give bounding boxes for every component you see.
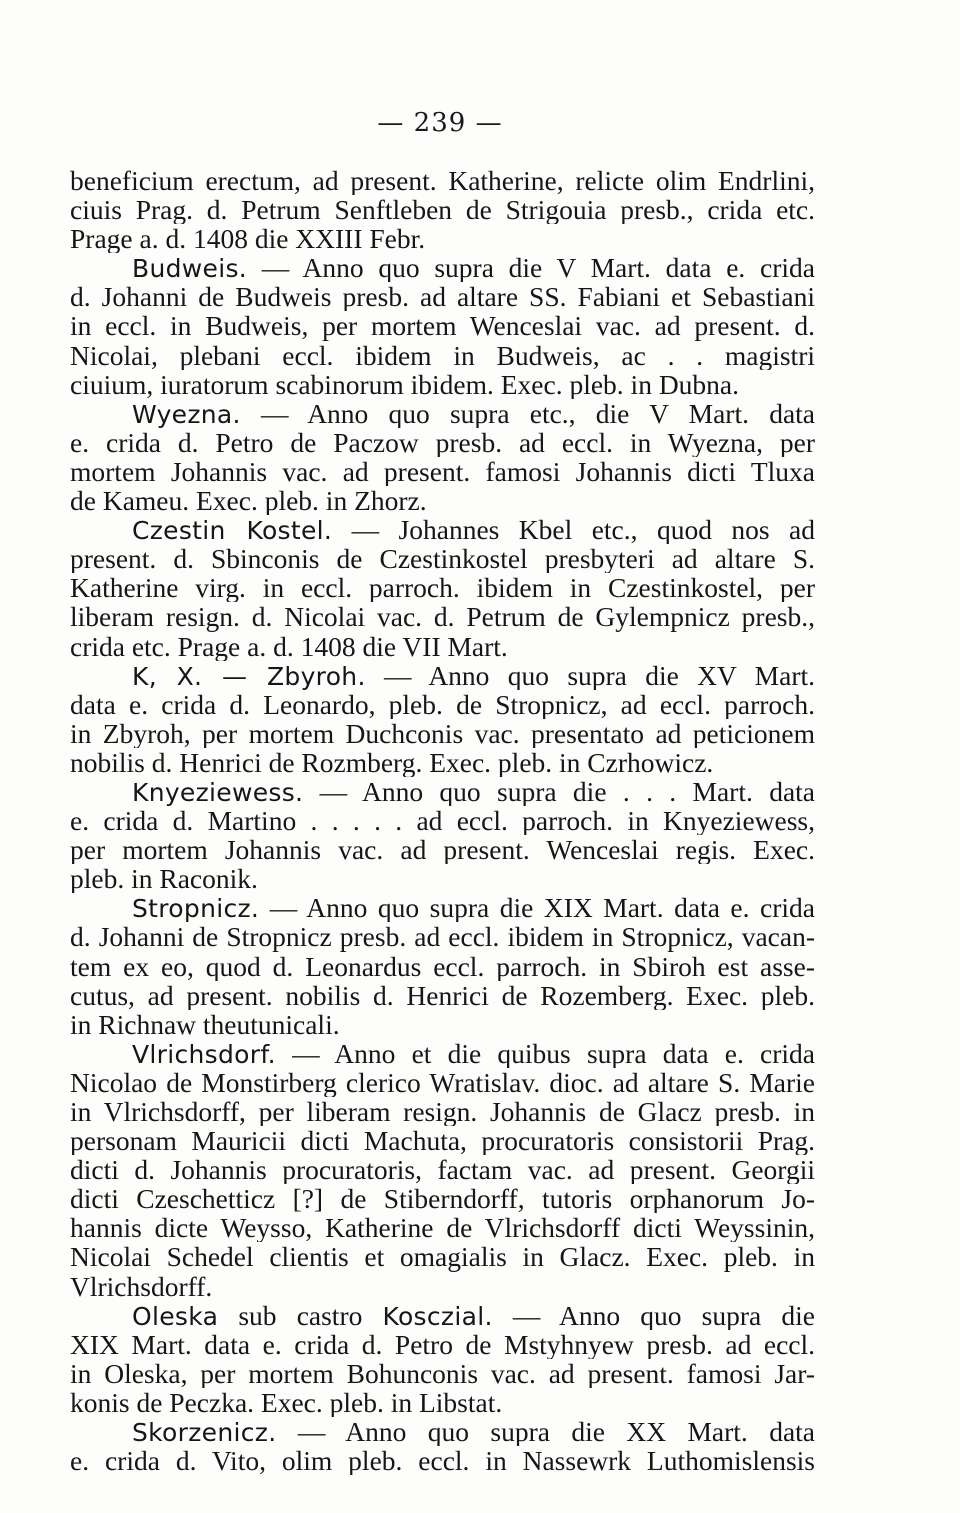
text-line	[70, 370, 815, 399]
line-text: cutus, ad present. nobilis d. Henrici de Rozemberg. Exec. pleb.	[70, 980, 815, 1010]
text-line	[70, 981, 815, 1010]
text-line	[70, 806, 815, 835]
text-line	[70, 399, 815, 428]
line-text: ciuium, iuratorum scabinorum ibidem. Exec. pleb. in Dubna.	[70, 369, 740, 399]
line-text: personam Mauricii dicti Machuta, procuratoris consistorii Prag.	[70, 1126, 815, 1156]
line-text: e. crida d. Vito, olim pleb. eccl. in Nassewrk Luthomislensis	[70, 1446, 815, 1476]
line-text: nobilis d. Henrici de Rozmberg. Exec. pleb. in Czrhowicz.	[70, 747, 714, 777]
text-line	[70, 1126, 815, 1155]
line-text: in Oleska, per mortem Bohunconis vac. ad present. famosi Jar-	[70, 1358, 815, 1388]
text-line	[70, 573, 815, 602]
entry-heading: Wyezna.	[132, 399, 241, 428]
text-line	[70, 952, 815, 981]
line-text: — Anno quo supra die	[492, 1300, 815, 1330]
text-line	[70, 224, 815, 253]
line-text: data e. crida d. Leonardo, pleb. de Stropnicz, ad eccl. parroch.	[70, 689, 815, 719]
line-text: — Anno et die quibus supra data e. crida	[275, 1038, 815, 1068]
text-line	[70, 690, 815, 719]
entry-heading: K, X. — Zbyroh.	[132, 661, 366, 690]
line-text: ciuis Prag. d. Petrum Senftleben de Strigouia presb., crida etc.	[70, 195, 815, 225]
text-line	[70, 1097, 815, 1126]
line-text: d. Johanni de Stropnicz presb. ad eccl. ibidem in Stropnicz, vacan-	[70, 922, 815, 952]
line-text: crida etc. Prage a. d. 1408 die VII Mart.	[70, 631, 508, 661]
line-text: Prage a. d. 1408 die XXIII Febr.	[70, 224, 426, 254]
line-text: in Vlrichsdorff, per liberam resign. Johannis de Glacz presb. in	[70, 1097, 815, 1127]
text-line	[70, 1417, 815, 1446]
entry-heading: Czestin Kostel.	[132, 516, 333, 545]
line-text: per mortem Johannis vac. ad present. Wenceslai regis. Exec.	[70, 835, 815, 865]
line-text: e. crida d. Petro de Paczow presb. ad eccl. in Wyezna, per	[70, 427, 815, 457]
entry-heading: Oleska	[132, 1301, 219, 1330]
text-line	[70, 428, 815, 457]
line-text: beneficium erectum, ad present. Katherine, relicte olim Endrlini,	[70, 166, 815, 196]
line-text: — Anno quo supra die XV Mart.	[365, 660, 815, 690]
line-text: sub castro	[218, 1300, 383, 1330]
text-line	[70, 1359, 815, 1388]
text-line	[70, 544, 815, 573]
entry-heading: Stropnicz.	[132, 894, 260, 923]
line-text: Nicolai Schedel clientis et omagialis in Glacz. Exec. pleb. in	[70, 1242, 815, 1272]
entry-heading: Kosczial.	[382, 1301, 493, 1330]
entry-heading: Vlrichsdorf.	[132, 1039, 276, 1068]
text-line	[70, 748, 815, 777]
line-text: Nicolao de Monstirberg clerico Wratislav. dioc. ad altare S. Marie	[70, 1067, 815, 1097]
line-text: — Johannes Kbel etc., quod nos ad	[332, 515, 815, 545]
entry-heading: Skorzenicz.	[132, 1418, 277, 1447]
text-line	[70, 922, 815, 951]
text-line	[70, 835, 815, 864]
line-text: de Kameu. Exec. pleb. in Zhorz.	[70, 486, 427, 516]
line-text: present. d. Sbinconis de Czestinkostel presbyteri ad altare S.	[70, 544, 815, 574]
text-line	[70, 1213, 815, 1242]
text-line	[70, 486, 815, 515]
text-line	[70, 195, 815, 224]
text-line	[70, 1446, 815, 1475]
line-text: tem ex eo, quod d. Leonardus eccl. parroch. in Sbiroh est asse-	[70, 951, 815, 981]
line-text: dicti Czeschetticz [?] de Stiberndorff, tutoris orphanorum Jo-	[70, 1184, 815, 1214]
text-line	[70, 1010, 815, 1039]
entry-heading: Knyeziewess.	[132, 777, 304, 807]
line-text: Katherine virg. in eccl. parroch. ibidem in Czestinkostel, per	[70, 573, 815, 603]
text-line	[70, 1184, 815, 1213]
text-line	[70, 1155, 815, 1184]
text-line	[70, 341, 815, 370]
line-text: — Anno quo supra die . . . Mart. data	[303, 776, 815, 807]
line-text: dicti d. Johannis procuratoris, factam vac. ad present. Georgii	[70, 1155, 815, 1185]
text-line	[70, 311, 815, 340]
line-text: in eccl. in Budweis, per mortem Wenceslai vac. ad present. d.	[70, 311, 815, 341]
text-line	[70, 1039, 815, 1068]
line-text: e. crida d. Martino . . . . . ad eccl. parroch. in Knyeziewess,	[70, 806, 815, 836]
line-text: d. Johanni de Budweis presb. ad altare SS. Fabiani et Sebastiani	[70, 282, 815, 312]
page-number: — 239 —	[377, 108, 503, 138]
text-line	[70, 166, 815, 195]
text-line	[70, 1272, 815, 1301]
text-line	[70, 282, 815, 311]
line-text: hannis dicte Weysso, Katherine de Vlrichsdorff dicti Weyssinin,	[70, 1213, 815, 1243]
line-text: in Richnaw theutunicali.	[70, 1009, 340, 1039]
text-line	[70, 719, 815, 748]
line-text: mortem Johannis vac. ad present. famosi Johannis dicti Tluxa	[70, 456, 815, 487]
line-text: in Zbyroh, per mortem Duchconis vac. presentato ad peticionem	[70, 718, 815, 748]
text-line	[70, 1330, 815, 1359]
text-line	[70, 457, 815, 486]
text-line	[70, 515, 815, 544]
text-line	[70, 632, 815, 661]
text-line	[70, 602, 815, 631]
text-line	[70, 1068, 815, 1097]
line-text: Vlrichsdorff.	[70, 1271, 213, 1301]
line-text: — Anno quo supra die V Mart. data e. crida	[247, 253, 815, 283]
text-line	[70, 1388, 815, 1417]
text-line	[70, 893, 815, 922]
line-text: XIX Mart. data e. crida d. Petro de Mstyhnyew presb. ad eccl.	[70, 1329, 815, 1359]
text-line	[70, 864, 815, 893]
line-text: Nicolai, plebani eccl. ibidem in Budweis, ac . . magistri	[70, 340, 815, 370]
line-text: konis de Peczka. Exec. pleb. in Libstat.	[70, 1387, 503, 1418]
text-line	[70, 1242, 815, 1271]
line-text: — Anno quo supra die XIX Mart. data e. crida	[259, 893, 815, 923]
line-text: — Anno quo supra die XX Mart. data	[276, 1417, 815, 1447]
text-line	[70, 1301, 815, 1330]
line-text: pleb. in Raconik.	[70, 864, 258, 894]
entry-heading: Budweis.	[132, 254, 248, 283]
text-body	[70, 166, 815, 1475]
line-text: liberam resign. d. Nicolai vac. d. Petrum de Gylempnicz presb.,	[70, 602, 815, 632]
text-line	[70, 661, 815, 690]
text-line	[70, 777, 815, 806]
line-text: — Anno quo supra etc., die V Mart. data	[240, 398, 815, 428]
text-line	[70, 253, 815, 282]
